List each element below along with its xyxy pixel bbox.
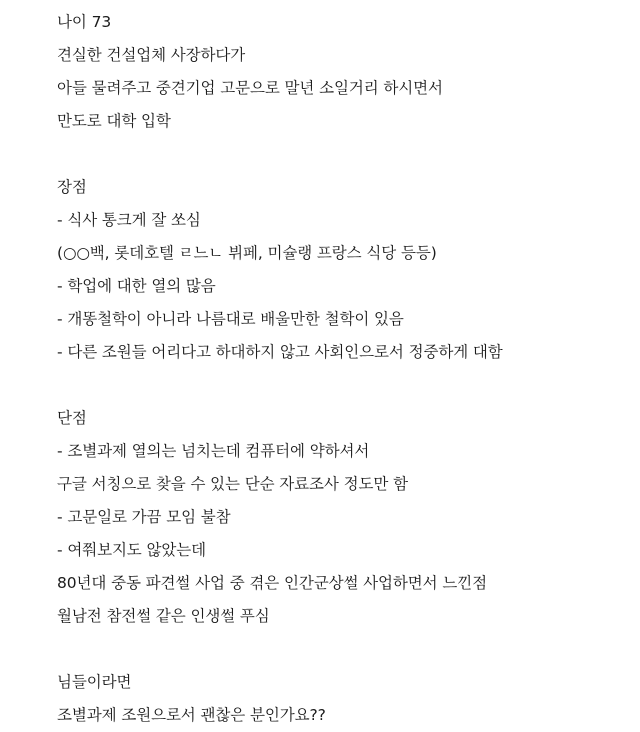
text-line: - 개똥철학이 아니라 나름대로 배울만한 철학이 있음 xyxy=(57,310,404,328)
section-heading-pros: 장점 xyxy=(57,178,87,196)
text-line: - 고문일로 가끔 모임 불참 xyxy=(57,508,231,526)
paragraph-cons xyxy=(57,402,610,633)
text-line: - 다른 조원들 어리다고 하대하지 않고 사회인으로서 정중하게 대함 xyxy=(57,343,503,361)
text-line: 80년대 중동 파견썰 사업 중 겪은 인간군상썰 사업하면서 느낀점 xyxy=(57,574,487,592)
paragraph-question xyxy=(57,666,610,732)
text-line: - 학업에 대한 열의 많음 xyxy=(57,277,216,295)
text-line: 월남전 참전썰 같은 인생썰 푸심 xyxy=(57,607,270,625)
paragraph-gap xyxy=(57,138,610,171)
text-line: - 여쭤보지도 않았는데 xyxy=(57,541,207,559)
section-heading-cons: 단점 xyxy=(57,409,87,427)
paragraph-intro xyxy=(57,6,610,138)
text-line: 님들이라면 xyxy=(57,673,132,691)
text-line: 조별과제 조원으로서 괜찮은 분인가요?? xyxy=(57,706,326,724)
text-line: - 조별과제 열의는 넘치는데 컴퓨터에 약하셔서 xyxy=(57,442,370,460)
text-line: 견실한 건설업체 사장하다가 xyxy=(57,46,246,64)
paragraph-gap xyxy=(57,369,610,402)
text-line: 나이 73 xyxy=(57,13,112,31)
text-line: (○○백, 롯데호텔 ㄹ느ㄴ 뷔페, 미슐랭 프랑스 식당 등등) xyxy=(57,244,437,262)
paragraph-gap xyxy=(57,633,610,666)
text-line: - 식사 통크게 잘 쏘심 xyxy=(57,211,201,229)
text-line: 만도로 대학 입학 xyxy=(57,112,171,130)
paragraph-pros xyxy=(57,171,610,369)
text-line: 아들 물려주고 중견기업 고문으로 말년 소일거리 하시면서 xyxy=(57,79,443,97)
text-line: 구글 서칭으로 찾을 수 있는 단순 자료조사 정도만 함 xyxy=(57,475,408,493)
